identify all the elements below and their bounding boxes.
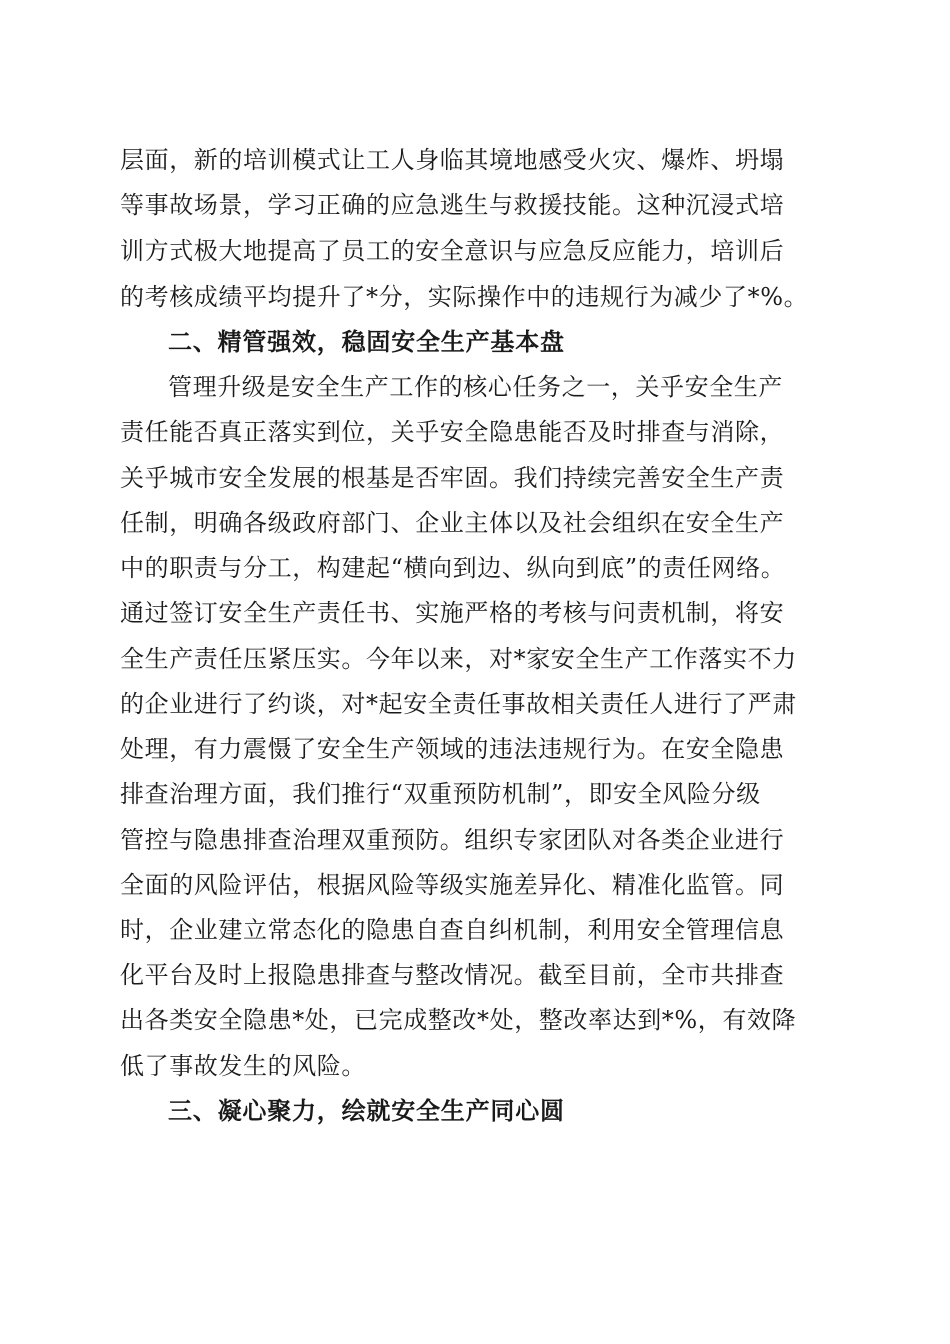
- para2-line-1: 管理升级是安全生产工作的核心任务之一，关乎安全生产: [168, 373, 783, 401]
- para2-line-5: 中的职责与分工，构建起“横向到边、纵向到底”的责任网络。: [120, 554, 786, 582]
- para2-line-8: 的企业进行了约谈，对*起安全责任事故相关责任人进行了严肃: [120, 690, 797, 718]
- para2-line-6: 通过签订安全生产责任书、实施严格的考核与问责机制，将安: [120, 599, 785, 627]
- para2-line-14: 化平台及时上报隐患排查与整改情况。截至目前，全市共排查: [120, 961, 785, 989]
- para1-line-4: 的考核成绩平均提升了*分，实际操作中的违规行为减少了*%。: [120, 283, 809, 311]
- para2-line-16: 低了事故发生的风险。: [120, 1052, 366, 1080]
- section-heading-3: 三、凝心聚力，绘就安全生产同心圆: [168, 1097, 565, 1125]
- para2-line-15: 出各类安全隐患*处，已完成整改*处，整改率达到*%，有效降: [120, 1006, 797, 1034]
- para1-line-2: 等事故场景，学习正确的应急逃生与救援技能。这种沉浸式培: [120, 191, 785, 219]
- section-heading-2: 二、精管强效，稳固安全生产基本盘: [168, 328, 565, 356]
- para2-line-13: 时，企业建立常态化的隐患自查自纠机制，利用安全管理信息: [120, 916, 785, 944]
- para2-line-9: 处理，有力震慑了安全生产领域的违法违规行为。在安全隐患: [120, 735, 785, 763]
- para2-line-7: 全生产责任压紧压实。今年以来，对*家安全生产工作落实不力: [120, 645, 797, 673]
- para2-line-11: 管控与隐患排查治理双重预防。组织专家团队对各类企业进行: [120, 826, 785, 854]
- para1-line-3: 训方式极大地提高了员工的安全意识与应急反应能力，培训后: [120, 237, 785, 265]
- para2-line-3: 关乎城市安全发展的根基是否牢固。我们持续完善安全生产责: [120, 464, 785, 492]
- para2-line-12: 全面的风险评估，根据风险等级实施差异化、精准化监管。同: [120, 871, 785, 899]
- para2-line-2: 责任能否真正落实到位，关乎安全隐患能否及时排查与消除，: [120, 418, 785, 446]
- para1-line-1: 层面，新的培训模式让工人身临其境地感受火灾、爆炸、坍塌: [120, 146, 785, 174]
- para2-line-4: 任制，明确各级政府部门、企业主体以及社会组织在安全生产: [120, 509, 785, 537]
- para2-line-10: 排查治理方面，我们推行“双重预防机制”，即安全风险分级: [120, 780, 761, 808]
